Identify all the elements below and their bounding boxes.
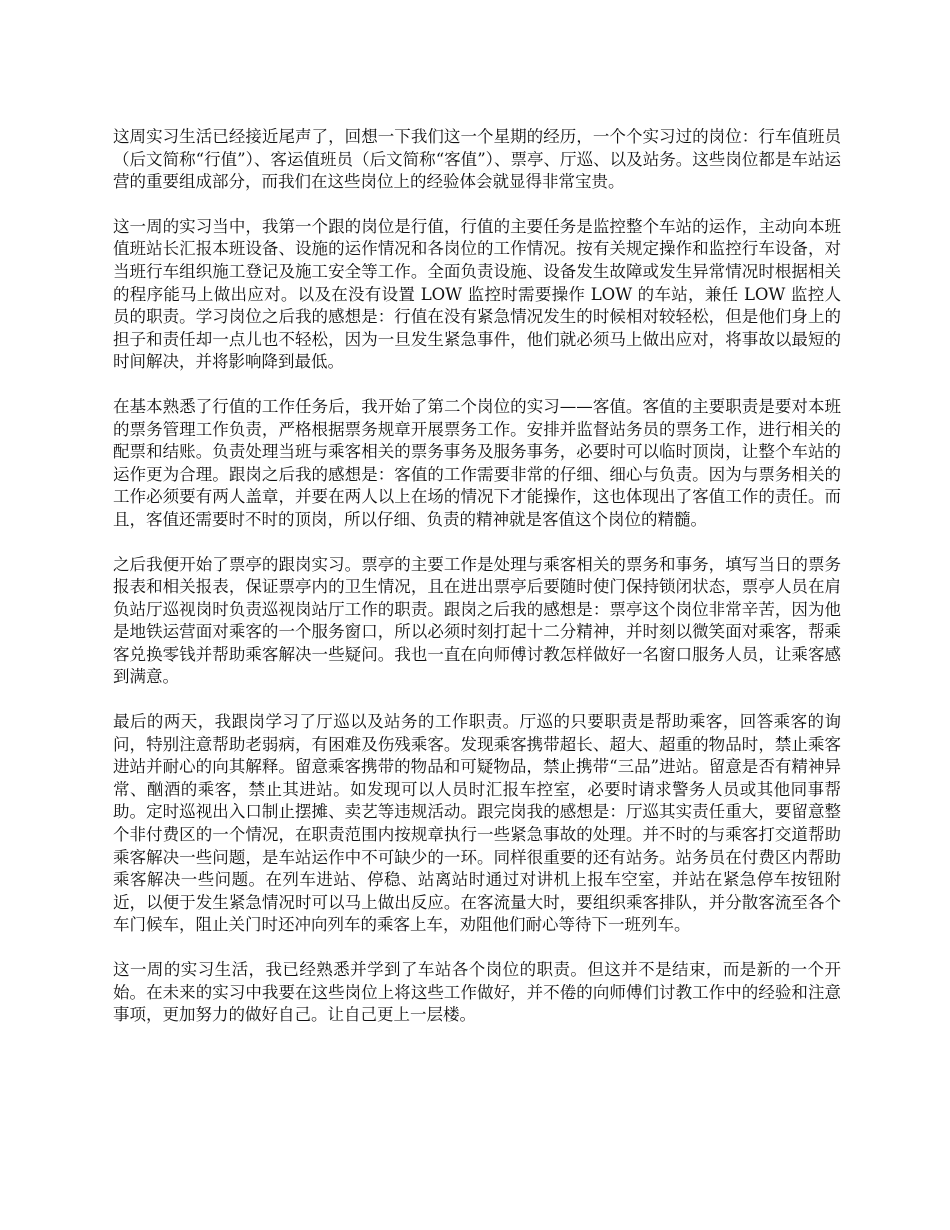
paragraph-6: 这一周的实习生活，我已经熟悉并学到了车站各个岗位的职责。但这并不是结束，而是新的一个开始。在未来的实习中我要在这些岗位上将这些工作做好，并不倦的向师傅们讨教工作中的经验和注意事项，更加努力的做好自己。让自己更上一层楼。 xyxy=(113,960,841,1025)
paragraph-4: 之后我便开始了票亭的跟岗实习。票亭的主要工作是处理与乘客相关的票务和事务，填写当日的票务报表和相关报表，保证票亭内的卫生情况，且在进出票亭后要随时使门保持锁闭状态，票亭人员在肩负站厅巡视岗时负责巡视岗站厅工作的职责。跟岗之后我的感想是：票亭这个岗位非常辛苦，因为他是地铁运营面对乘客的一个服务窗口，所以必须时刻打起十二分精神，并时刻以微笑面对乘客，帮乘客兑换零钱并帮助乘客解决一些疑问。我也一直在向师傅讨教怎样做好一名窗口服务人员，让乘客感到满意。 xyxy=(113,554,841,687)
paragraph-5: 最后的两天，我跟岗学习了厅巡以及站务的工作职责。厅巡的只要职责是帮助乘客，回答乘客的询问，特别注意帮助老弱病，有困难及伤残乘客。发现乘客携带超长、超大、超重的物品时，禁止乘客进站并耐心的向其解释。留意乘客携带的物品和可疑物品，禁止携带“三品”进站。留意是否有精神异常、酗酒的乘客，禁止其进站。如发现可以人员时汇报车控室，必要时请求警务人员或其他同事帮助。定时巡视出入口制止摆摊、卖艺等违规活动。跟完岗我的感想是：厅巡其实责任重大，要留意整个非付费区的一个情况，在职责范围内按规章执行一些紧急事故的处理。并不时的与乘客打交道帮助乘客解决一些问题，是车站运作中不可缺少的一环。同样很重要的还有站务。站务员在付费区内帮助乘客解决一些问题。在列车进站、停稳、站离站时通过对讲机上报车空室，并站在紧急停车按钮附近，以便于发生紧急情况时可以马上做出反应。在客流量大时，要组织乘客排队，并分散客流至各个车门候车，阻止关门时还冲向列车的乘客上车，劝阻他们耐心等待下一班列车。 xyxy=(113,712,841,935)
paragraph-2: 这一周的实习当中，我第一个跟的岗位是行值，行值的主要任务是监控整个车站的运作，主动向本班值班站长汇报本班设备、设施的运作情况和各岗位的工作情况。按有关规定操作和监控行车设备，对当班行车组织施工登记及施工安全等工作。全面负责设施、设备发生故障或发生异常情况时根据相关的程序能马上做出应对。以及在没有设置 LOW 监控时需要操作 LOW 的车站，兼任 LOW 监控人员的职责。学习岗位之后我的感想是：行值在没有紧急情况发生的时候相对较轻松，但是他们身上的担子和责任却一点儿也不轻松，因为一旦发生紧急事件，他们就必须马上做出应对，将事故以最短的时间解决，并将影响降到最低。 xyxy=(113,216,841,372)
paragraph-3: 在基本熟悉了行值的工作任务后，我开始了第二个岗位的实习——客值。客值的主要职责是要对本班的票务管理工作负责，严格根据票务规章开展票务工作。安排并监督站务员的票务工作，进行相关的配票和结账。负责处理当班与乘客相关的票务事务及服务事务，必要时可以临时顶岗，让整个车站的运作更为合理。跟岗之后我的感想是：客值的工作需要非常的仔细、细心与负责。因为与票务相关的工作必须要有两人盖章，并要在两人以上在场的情况下才能操作，这也体现出了客值工作的责任。而且，客值还需要时不时的顶岗，所以仔细、负责的精神就是客值这个岗位的精髓。 xyxy=(113,396,841,529)
paragraph-1: 这周实习生活已经接近尾声了，回想一下我们这一个星期的经历，一个个实习过的岗位：行车值班员（后文简称“行值”）、客运值班员（后文简称“客值”）、票亭、厅巡、以及站务。这些岗位都是车站运营的重要组成部分，而我们在这些岗位上的经验体会就显得非常宝贵。 xyxy=(113,127,841,192)
document-body xyxy=(113,126,841,1049)
